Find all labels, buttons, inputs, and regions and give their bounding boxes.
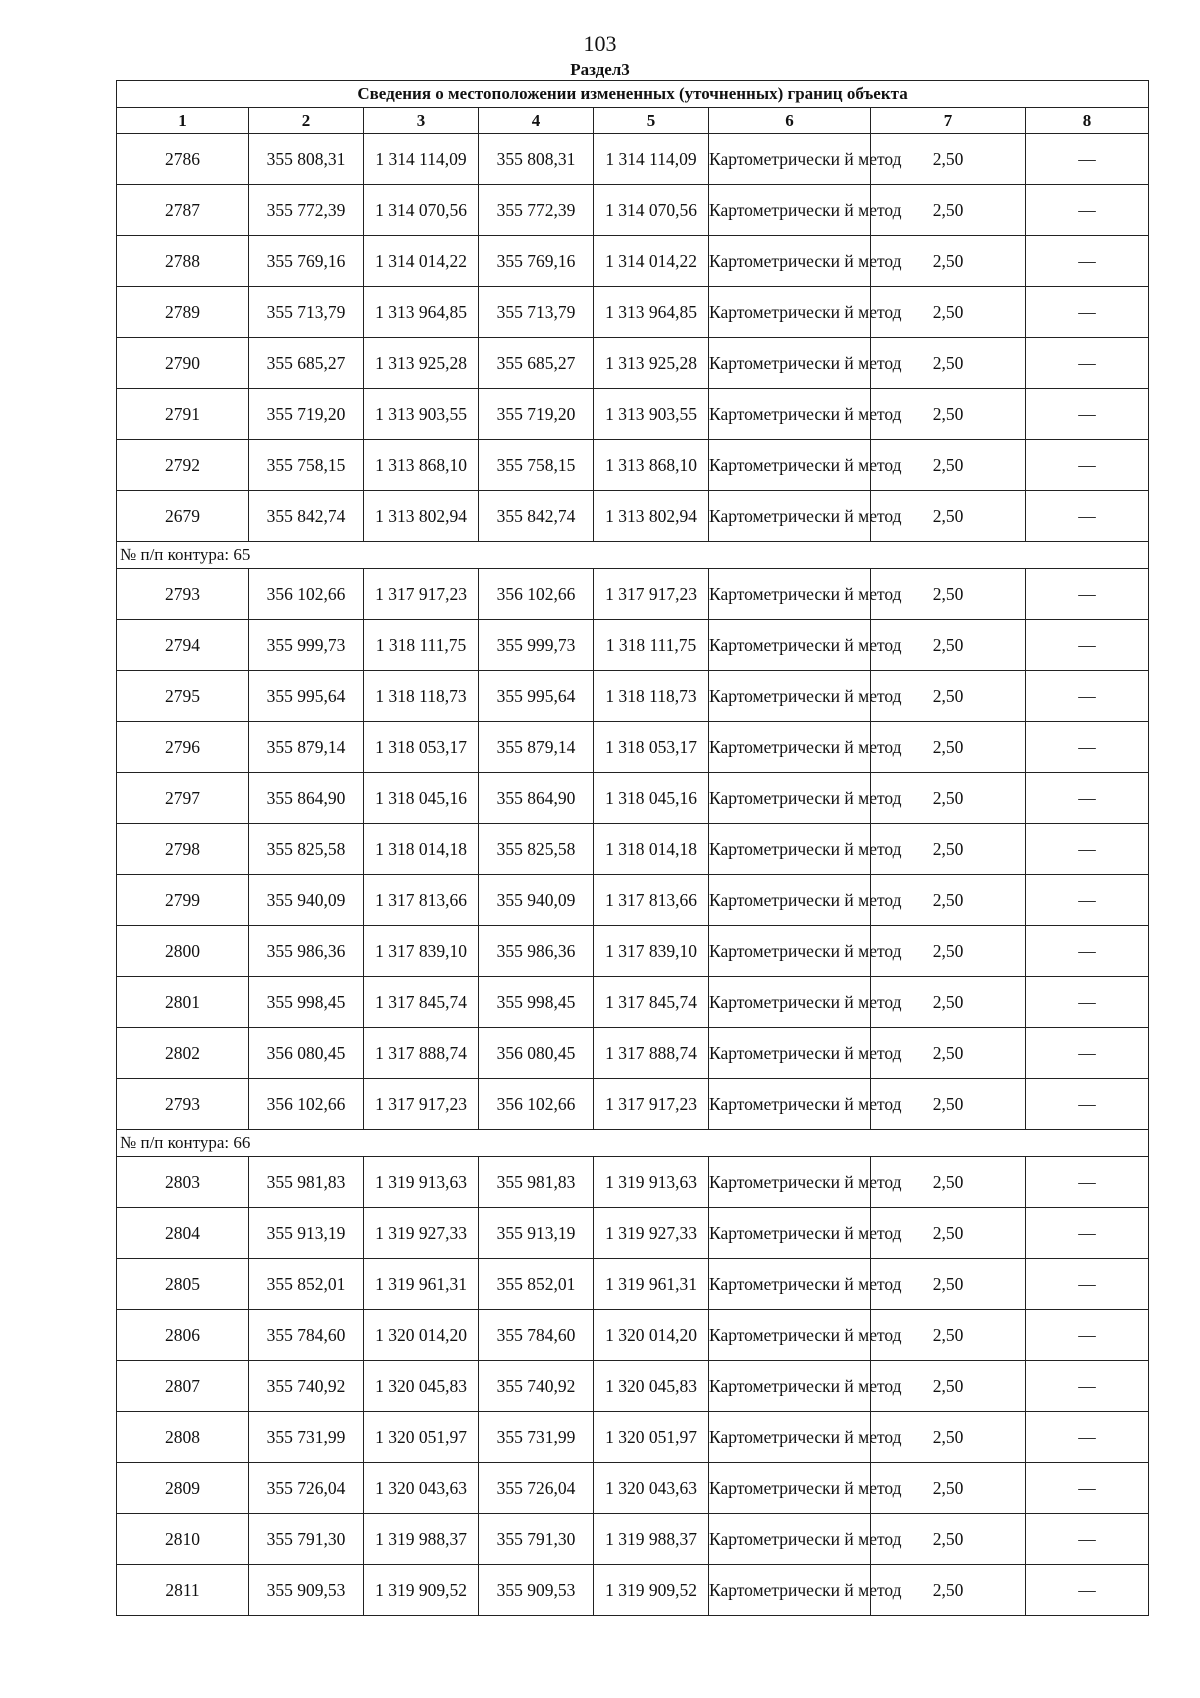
- accuracy-cell: 2,50: [871, 875, 1026, 926]
- table-row: [117, 1208, 1149, 1259]
- y-existing-cell: 1 318 118,73: [364, 671, 479, 722]
- coordinates-table: [116, 80, 1149, 1616]
- x-existing-cell: 355 825,58: [249, 824, 364, 875]
- column-header: 2: [249, 108, 364, 134]
- point-number-cell: 2787: [117, 185, 249, 236]
- y-existing-cell: 1 314 114,09: [364, 134, 479, 185]
- point-number-cell: 2790: [117, 338, 249, 389]
- point-number-cell: 2788: [117, 236, 249, 287]
- x-refined-cell: 355 731,99: [479, 1412, 594, 1463]
- x-existing-cell: 355 998,45: [249, 977, 364, 1028]
- point-number-cell: 2801: [117, 977, 249, 1028]
- y-refined-cell: 1 318 111,75: [594, 620, 709, 671]
- point-number-cell: 2791: [117, 389, 249, 440]
- accuracy-cell: 2,50: [871, 569, 1026, 620]
- method-cell: Картометрически й метод: [709, 1361, 871, 1412]
- table-row: [117, 440, 1149, 491]
- description-cell: —: [1026, 773, 1149, 824]
- x-refined-cell: 355 769,16: [479, 236, 594, 287]
- x-existing-cell: 355 713,79: [249, 287, 364, 338]
- column-header: 6: [709, 108, 871, 134]
- y-refined-cell: 1 319 927,33: [594, 1208, 709, 1259]
- x-refined-cell: 355 909,53: [479, 1565, 594, 1616]
- y-existing-cell: 1 320 051,97: [364, 1412, 479, 1463]
- point-number-cell: 2793: [117, 569, 249, 620]
- x-existing-cell: 355 864,90: [249, 773, 364, 824]
- x-existing-cell: 355 808,31: [249, 134, 364, 185]
- y-refined-cell: 1 318 045,16: [594, 773, 709, 824]
- y-refined-cell: 1 319 913,63: [594, 1157, 709, 1208]
- description-cell: —: [1026, 569, 1149, 620]
- x-existing-cell: 355 986,36: [249, 926, 364, 977]
- description-cell: —: [1026, 926, 1149, 977]
- accuracy-cell: 2,50: [871, 1310, 1026, 1361]
- point-number-cell: 2805: [117, 1259, 249, 1310]
- table-row: [117, 875, 1149, 926]
- y-existing-cell: 1 313 802,94: [364, 491, 479, 542]
- description-cell: —: [1026, 1412, 1149, 1463]
- x-existing-cell: 355 981,83: [249, 1157, 364, 1208]
- contour-label: № п/п контура: 65: [117, 542, 1149, 569]
- method-cell: Картометрически й метод: [709, 1259, 871, 1310]
- table-row: [117, 620, 1149, 671]
- y-refined-cell: 1 317 813,66: [594, 875, 709, 926]
- description-cell: —: [1026, 1208, 1149, 1259]
- column-header: 1: [117, 108, 249, 134]
- y-refined-cell: 1 320 043,63: [594, 1463, 709, 1514]
- y-existing-cell: 1 319 927,33: [364, 1208, 479, 1259]
- y-refined-cell: 1 314 070,56: [594, 185, 709, 236]
- y-existing-cell: 1 318 111,75: [364, 620, 479, 671]
- table-row: [117, 287, 1149, 338]
- x-refined-cell: 355 719,20: [479, 389, 594, 440]
- description-cell: —: [1026, 389, 1149, 440]
- x-refined-cell: 355 726,04: [479, 1463, 594, 1514]
- method-cell: Картометрически й метод: [709, 1157, 871, 1208]
- accuracy-cell: 2,50: [871, 977, 1026, 1028]
- x-existing-cell: 356 102,66: [249, 569, 364, 620]
- accuracy-cell: 2,50: [871, 824, 1026, 875]
- point-number-cell: 2804: [117, 1208, 249, 1259]
- x-existing-cell: 355 772,39: [249, 185, 364, 236]
- table-row: [117, 389, 1149, 440]
- accuracy-cell: 2,50: [871, 1157, 1026, 1208]
- method-cell: Картометрически й метод: [709, 1463, 871, 1514]
- accuracy-cell: 2,50: [871, 773, 1026, 824]
- accuracy-cell: 2,50: [871, 236, 1026, 287]
- method-cell: Картометрически й метод: [709, 1079, 871, 1130]
- y-existing-cell: 1 320 043,63: [364, 1463, 479, 1514]
- y-refined-cell: 1 319 909,52: [594, 1565, 709, 1616]
- description-cell: —: [1026, 1028, 1149, 1079]
- method-cell: Картометрически й метод: [709, 671, 871, 722]
- y-refined-cell: 1 317 917,23: [594, 569, 709, 620]
- y-existing-cell: 1 319 961,31: [364, 1259, 479, 1310]
- y-refined-cell: 1 313 868,10: [594, 440, 709, 491]
- x-existing-cell: 355 940,09: [249, 875, 364, 926]
- point-number-cell: 2799: [117, 875, 249, 926]
- accuracy-cell: 2,50: [871, 620, 1026, 671]
- accuracy-cell: 2,50: [871, 1028, 1026, 1079]
- x-existing-cell: 355 685,27: [249, 338, 364, 389]
- x-refined-cell: 355 864,90: [479, 773, 594, 824]
- method-cell: Картометрически й метод: [709, 773, 871, 824]
- method-cell: Картометрически й метод: [709, 491, 871, 542]
- method-cell: Картометрически й метод: [709, 875, 871, 926]
- accuracy-cell: 2,50: [871, 722, 1026, 773]
- x-existing-cell: 355 842,74: [249, 491, 364, 542]
- method-cell: Картометрически й метод: [709, 185, 871, 236]
- accuracy-cell: 2,50: [871, 1259, 1026, 1310]
- x-existing-cell: 356 080,45: [249, 1028, 364, 1079]
- description-cell: —: [1026, 1157, 1149, 1208]
- x-refined-cell: 355 784,60: [479, 1310, 594, 1361]
- description-cell: —: [1026, 185, 1149, 236]
- point-number-cell: 2794: [117, 620, 249, 671]
- table-row: [117, 236, 1149, 287]
- table-row: [117, 977, 1149, 1028]
- description-cell: —: [1026, 1565, 1149, 1616]
- point-number-cell: 2786: [117, 134, 249, 185]
- method-cell: Картометрически й метод: [709, 134, 871, 185]
- x-refined-cell: 356 080,45: [479, 1028, 594, 1079]
- y-refined-cell: 1 319 961,31: [594, 1259, 709, 1310]
- table-row: [117, 722, 1149, 773]
- point-number-cell: 2802: [117, 1028, 249, 1079]
- y-existing-cell: 1 320 045,83: [364, 1361, 479, 1412]
- point-number-cell: 2811: [117, 1565, 249, 1616]
- method-cell: Картометрически й метод: [709, 926, 871, 977]
- method-cell: Картометрически й метод: [709, 236, 871, 287]
- point-number-cell: 2809: [117, 1463, 249, 1514]
- x-refined-cell: 355 940,09: [479, 875, 594, 926]
- method-cell: Картометрически й метод: [709, 824, 871, 875]
- method-cell: Картометрически й метод: [709, 1565, 871, 1616]
- x-existing-cell: 355 731,99: [249, 1412, 364, 1463]
- description-cell: —: [1026, 1514, 1149, 1565]
- point-number-cell: 2795: [117, 671, 249, 722]
- method-cell: Картометрически й метод: [709, 1028, 871, 1079]
- description-cell: —: [1026, 134, 1149, 185]
- contour-label: № п/п контура: 66: [117, 1130, 1149, 1157]
- table-row: [117, 569, 1149, 620]
- table-row: [117, 1259, 1149, 1310]
- x-existing-cell: 355 913,19: [249, 1208, 364, 1259]
- y-refined-cell: 1 320 014,20: [594, 1310, 709, 1361]
- description-cell: —: [1026, 491, 1149, 542]
- y-existing-cell: 1 318 045,16: [364, 773, 479, 824]
- method-cell: Картометрически й метод: [709, 440, 871, 491]
- table-row: [117, 671, 1149, 722]
- table-row: [117, 1079, 1149, 1130]
- y-existing-cell: 1 317 917,23: [364, 1079, 479, 1130]
- x-refined-cell: 355 842,74: [479, 491, 594, 542]
- description-cell: —: [1026, 440, 1149, 491]
- x-existing-cell: 355 726,04: [249, 1463, 364, 1514]
- y-refined-cell: 1 313 964,85: [594, 287, 709, 338]
- y-existing-cell: 1 318 014,18: [364, 824, 479, 875]
- accuracy-cell: 2,50: [871, 1079, 1026, 1130]
- description-cell: —: [1026, 875, 1149, 926]
- y-existing-cell: 1 317 917,23: [364, 569, 479, 620]
- y-existing-cell: 1 317 839,10: [364, 926, 479, 977]
- x-existing-cell: 355 719,20: [249, 389, 364, 440]
- x-existing-cell: 355 769,16: [249, 236, 364, 287]
- point-number-cell: 2803: [117, 1157, 249, 1208]
- point-number-cell: 2806: [117, 1310, 249, 1361]
- x-refined-cell: 355 808,31: [479, 134, 594, 185]
- table-row: [117, 491, 1149, 542]
- method-cell: Картометрически й метод: [709, 620, 871, 671]
- point-number-cell: 2793: [117, 1079, 249, 1130]
- y-existing-cell: 1 319 913,63: [364, 1157, 479, 1208]
- description-cell: —: [1026, 287, 1149, 338]
- table-row: [117, 134, 1149, 185]
- x-existing-cell: 355 791,30: [249, 1514, 364, 1565]
- point-number-cell: 2800: [117, 926, 249, 977]
- x-existing-cell: 355 852,01: [249, 1259, 364, 1310]
- x-existing-cell: 355 879,14: [249, 722, 364, 773]
- x-refined-cell: 355 825,58: [479, 824, 594, 875]
- description-cell: —: [1026, 671, 1149, 722]
- y-refined-cell: 1 313 903,55: [594, 389, 709, 440]
- table-body: [117, 134, 1149, 1616]
- accuracy-cell: 2,50: [871, 1463, 1026, 1514]
- y-existing-cell: 1 320 014,20: [364, 1310, 479, 1361]
- y-existing-cell: 1 317 845,74: [364, 977, 479, 1028]
- point-number-cell: 2796: [117, 722, 249, 773]
- column-header: 5: [594, 108, 709, 134]
- x-existing-cell: 355 740,92: [249, 1361, 364, 1412]
- x-existing-cell: 356 102,66: [249, 1079, 364, 1130]
- point-number-cell: 2679: [117, 491, 249, 542]
- x-refined-cell: 355 685,27: [479, 338, 594, 389]
- x-refined-cell: 356 102,66: [479, 569, 594, 620]
- table-row: [117, 824, 1149, 875]
- table-row: [117, 185, 1149, 236]
- description-cell: —: [1026, 1079, 1149, 1130]
- x-refined-cell: 355 758,15: [479, 440, 594, 491]
- method-cell: Картометрически й метод: [709, 287, 871, 338]
- y-existing-cell: 1 313 925,28: [364, 338, 479, 389]
- x-refined-cell: 355 986,36: [479, 926, 594, 977]
- description-cell: —: [1026, 722, 1149, 773]
- x-refined-cell: 355 999,73: [479, 620, 594, 671]
- method-cell: Картометрически й метод: [709, 569, 871, 620]
- x-existing-cell: 355 999,73: [249, 620, 364, 671]
- y-refined-cell: 1 318 118,73: [594, 671, 709, 722]
- point-number-cell: 2808: [117, 1412, 249, 1463]
- description-cell: —: [1026, 338, 1149, 389]
- section-title: Раздел3: [570, 60, 630, 79]
- method-cell: Картометрически й метод: [709, 1310, 871, 1361]
- x-existing-cell: 355 784,60: [249, 1310, 364, 1361]
- x-refined-cell: 355 852,01: [479, 1259, 594, 1310]
- y-refined-cell: 1 313 925,28: [594, 338, 709, 389]
- accuracy-cell: 2,50: [871, 491, 1026, 542]
- y-refined-cell: 1 317 917,23: [594, 1079, 709, 1130]
- x-refined-cell: 355 998,45: [479, 977, 594, 1028]
- y-existing-cell: 1 319 988,37: [364, 1514, 479, 1565]
- accuracy-cell: 2,50: [871, 1565, 1026, 1616]
- description-cell: —: [1026, 236, 1149, 287]
- contour-row: [117, 542, 1149, 569]
- x-existing-cell: 355 995,64: [249, 671, 364, 722]
- table-row: [117, 1310, 1149, 1361]
- y-refined-cell: 1 320 051,97: [594, 1412, 709, 1463]
- table-caption: Сведения о местоположении измененных (уточненных) границ объекта: [117, 81, 1149, 108]
- y-refined-cell: 1 317 839,10: [594, 926, 709, 977]
- table-row: [117, 1565, 1149, 1616]
- description-cell: —: [1026, 824, 1149, 875]
- x-existing-cell: 355 909,53: [249, 1565, 364, 1616]
- table-row: [117, 773, 1149, 824]
- table-caption-row: [117, 81, 1149, 108]
- y-existing-cell: 1 318 053,17: [364, 722, 479, 773]
- column-header: 3: [364, 108, 479, 134]
- y-refined-cell: 1 317 888,74: [594, 1028, 709, 1079]
- method-cell: Картометрически й метод: [709, 338, 871, 389]
- accuracy-cell: 2,50: [871, 1514, 1026, 1565]
- description-cell: —: [1026, 1310, 1149, 1361]
- table-row: [117, 1463, 1149, 1514]
- table-row: [117, 1412, 1149, 1463]
- table-row: [117, 1514, 1149, 1565]
- accuracy-cell: 2,50: [871, 185, 1026, 236]
- point-number-cell: 2807: [117, 1361, 249, 1412]
- x-refined-cell: 355 791,30: [479, 1514, 594, 1565]
- x-refined-cell: 355 981,83: [479, 1157, 594, 1208]
- table-row: [117, 1028, 1149, 1079]
- point-number-cell: 2798: [117, 824, 249, 875]
- x-refined-cell: 355 913,19: [479, 1208, 594, 1259]
- y-refined-cell: 1 318 053,17: [594, 722, 709, 773]
- page-number: 103: [583, 31, 617, 56]
- y-existing-cell: 1 314 070,56: [364, 185, 479, 236]
- method-cell: Картометрически й метод: [709, 389, 871, 440]
- y-existing-cell: 1 313 903,55: [364, 389, 479, 440]
- point-number-cell: 2797: [117, 773, 249, 824]
- description-cell: —: [1026, 620, 1149, 671]
- point-number-cell: 2810: [117, 1514, 249, 1565]
- y-refined-cell: 1 317 845,74: [594, 977, 709, 1028]
- column-header: 8: [1026, 108, 1149, 134]
- accuracy-cell: 2,50: [871, 1412, 1026, 1463]
- accuracy-cell: 2,50: [871, 926, 1026, 977]
- y-existing-cell: 1 313 868,10: [364, 440, 479, 491]
- table-row: [117, 338, 1149, 389]
- x-existing-cell: 355 758,15: [249, 440, 364, 491]
- y-existing-cell: 1 313 964,85: [364, 287, 479, 338]
- point-number-cell: 2792: [117, 440, 249, 491]
- column-header: 7: [871, 108, 1026, 134]
- accuracy-cell: 2,50: [871, 671, 1026, 722]
- table-row: [117, 926, 1149, 977]
- point-number-cell: 2789: [117, 287, 249, 338]
- y-refined-cell: 1 320 045,83: [594, 1361, 709, 1412]
- table-row: [117, 1157, 1149, 1208]
- y-refined-cell: 1 313 802,94: [594, 491, 709, 542]
- column-header: 4: [479, 108, 594, 134]
- method-cell: Картометрически й метод: [709, 1514, 871, 1565]
- x-refined-cell: 355 772,39: [479, 185, 594, 236]
- description-cell: —: [1026, 1463, 1149, 1514]
- table-row: [117, 1361, 1149, 1412]
- method-cell: Картометрически й метод: [709, 977, 871, 1028]
- contour-row: [117, 1130, 1149, 1157]
- y-refined-cell: 1 318 014,18: [594, 824, 709, 875]
- accuracy-cell: 2,50: [871, 134, 1026, 185]
- method-cell: Картометрически й метод: [709, 1412, 871, 1463]
- y-refined-cell: 1 319 988,37: [594, 1514, 709, 1565]
- y-refined-cell: 1 314 014,22: [594, 236, 709, 287]
- method-cell: Картометрически й метод: [709, 1208, 871, 1259]
- column-header-row: [117, 108, 1149, 134]
- description-cell: —: [1026, 977, 1149, 1028]
- y-refined-cell: 1 314 114,09: [594, 134, 709, 185]
- accuracy-cell: 2,50: [871, 1208, 1026, 1259]
- accuracy-cell: 2,50: [871, 287, 1026, 338]
- description-cell: —: [1026, 1259, 1149, 1310]
- accuracy-cell: 2,50: [871, 1361, 1026, 1412]
- method-cell: Картометрически й метод: [709, 722, 871, 773]
- y-existing-cell: 1 317 888,74: [364, 1028, 479, 1079]
- x-refined-cell: 356 102,66: [479, 1079, 594, 1130]
- x-refined-cell: 355 995,64: [479, 671, 594, 722]
- x-refined-cell: 355 740,92: [479, 1361, 594, 1412]
- x-refined-cell: 355 879,14: [479, 722, 594, 773]
- y-existing-cell: 1 319 909,52: [364, 1565, 479, 1616]
- description-cell: —: [1026, 1361, 1149, 1412]
- y-existing-cell: 1 317 813,66: [364, 875, 479, 926]
- accuracy-cell: 2,50: [871, 389, 1026, 440]
- x-refined-cell: 355 713,79: [479, 287, 594, 338]
- accuracy-cell: 2,50: [871, 338, 1026, 389]
- y-existing-cell: 1 314 014,22: [364, 236, 479, 287]
- accuracy-cell: 2,50: [871, 440, 1026, 491]
